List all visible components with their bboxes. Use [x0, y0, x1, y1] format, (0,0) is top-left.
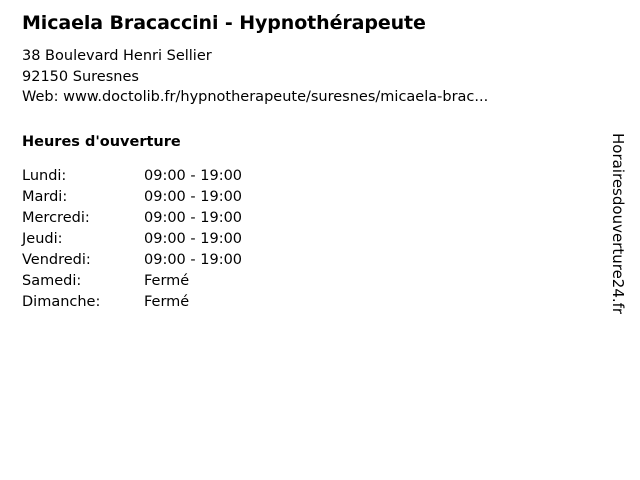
watermark: [610, 0, 640, 480]
page-title: Micaela Bracaccini - Hypnothérapeute: [22, 12, 426, 34]
opening-hours-heading: Heures d'ouverture: [22, 133, 181, 150]
business-info-block: [22, 10, 592, 313]
table-row: [22, 250, 324, 271]
watermark-text: Horairesdouverture24.fr: [609, 133, 627, 315]
day-label: Mercredi:: [22, 209, 90, 226]
day-hours: 09:00 - 19:00: [144, 251, 243, 268]
day-label: Vendredi:: [22, 251, 91, 268]
opening-hours-table: [22, 166, 324, 313]
table-row: [22, 166, 324, 187]
day-hours: 09:00 - 19:00: [144, 209, 243, 226]
day-label: Mardi:: [22, 188, 68, 205]
table-row: [22, 229, 324, 250]
day-hours: 09:00 - 19:00: [144, 167, 243, 184]
address-street: 38 Boulevard Henri Sellier: [22, 48, 212, 64]
day-label: Dimanche:: [22, 293, 101, 310]
table-row: [22, 208, 324, 229]
table-row: [22, 271, 324, 292]
day-hours: Fermé: [144, 293, 190, 310]
address-city: 92150 Suresnes: [22, 68, 139, 85]
table-row: [22, 292, 324, 313]
table-row: [22, 187, 324, 208]
day-label: Lundi:: [22, 167, 67, 184]
day-label: Jeudi:: [22, 230, 63, 247]
website-line: Web: www.doctolib.fr/hypnotherapeute/suresnes/micaela-brac...: [22, 89, 489, 105]
day-hours: 09:00 - 19:00: [144, 230, 243, 247]
day-hours: 09:00 - 19:00: [144, 188, 243, 205]
day-hours: Fermé: [144, 272, 190, 289]
day-label: Samedi:: [22, 272, 82, 289]
